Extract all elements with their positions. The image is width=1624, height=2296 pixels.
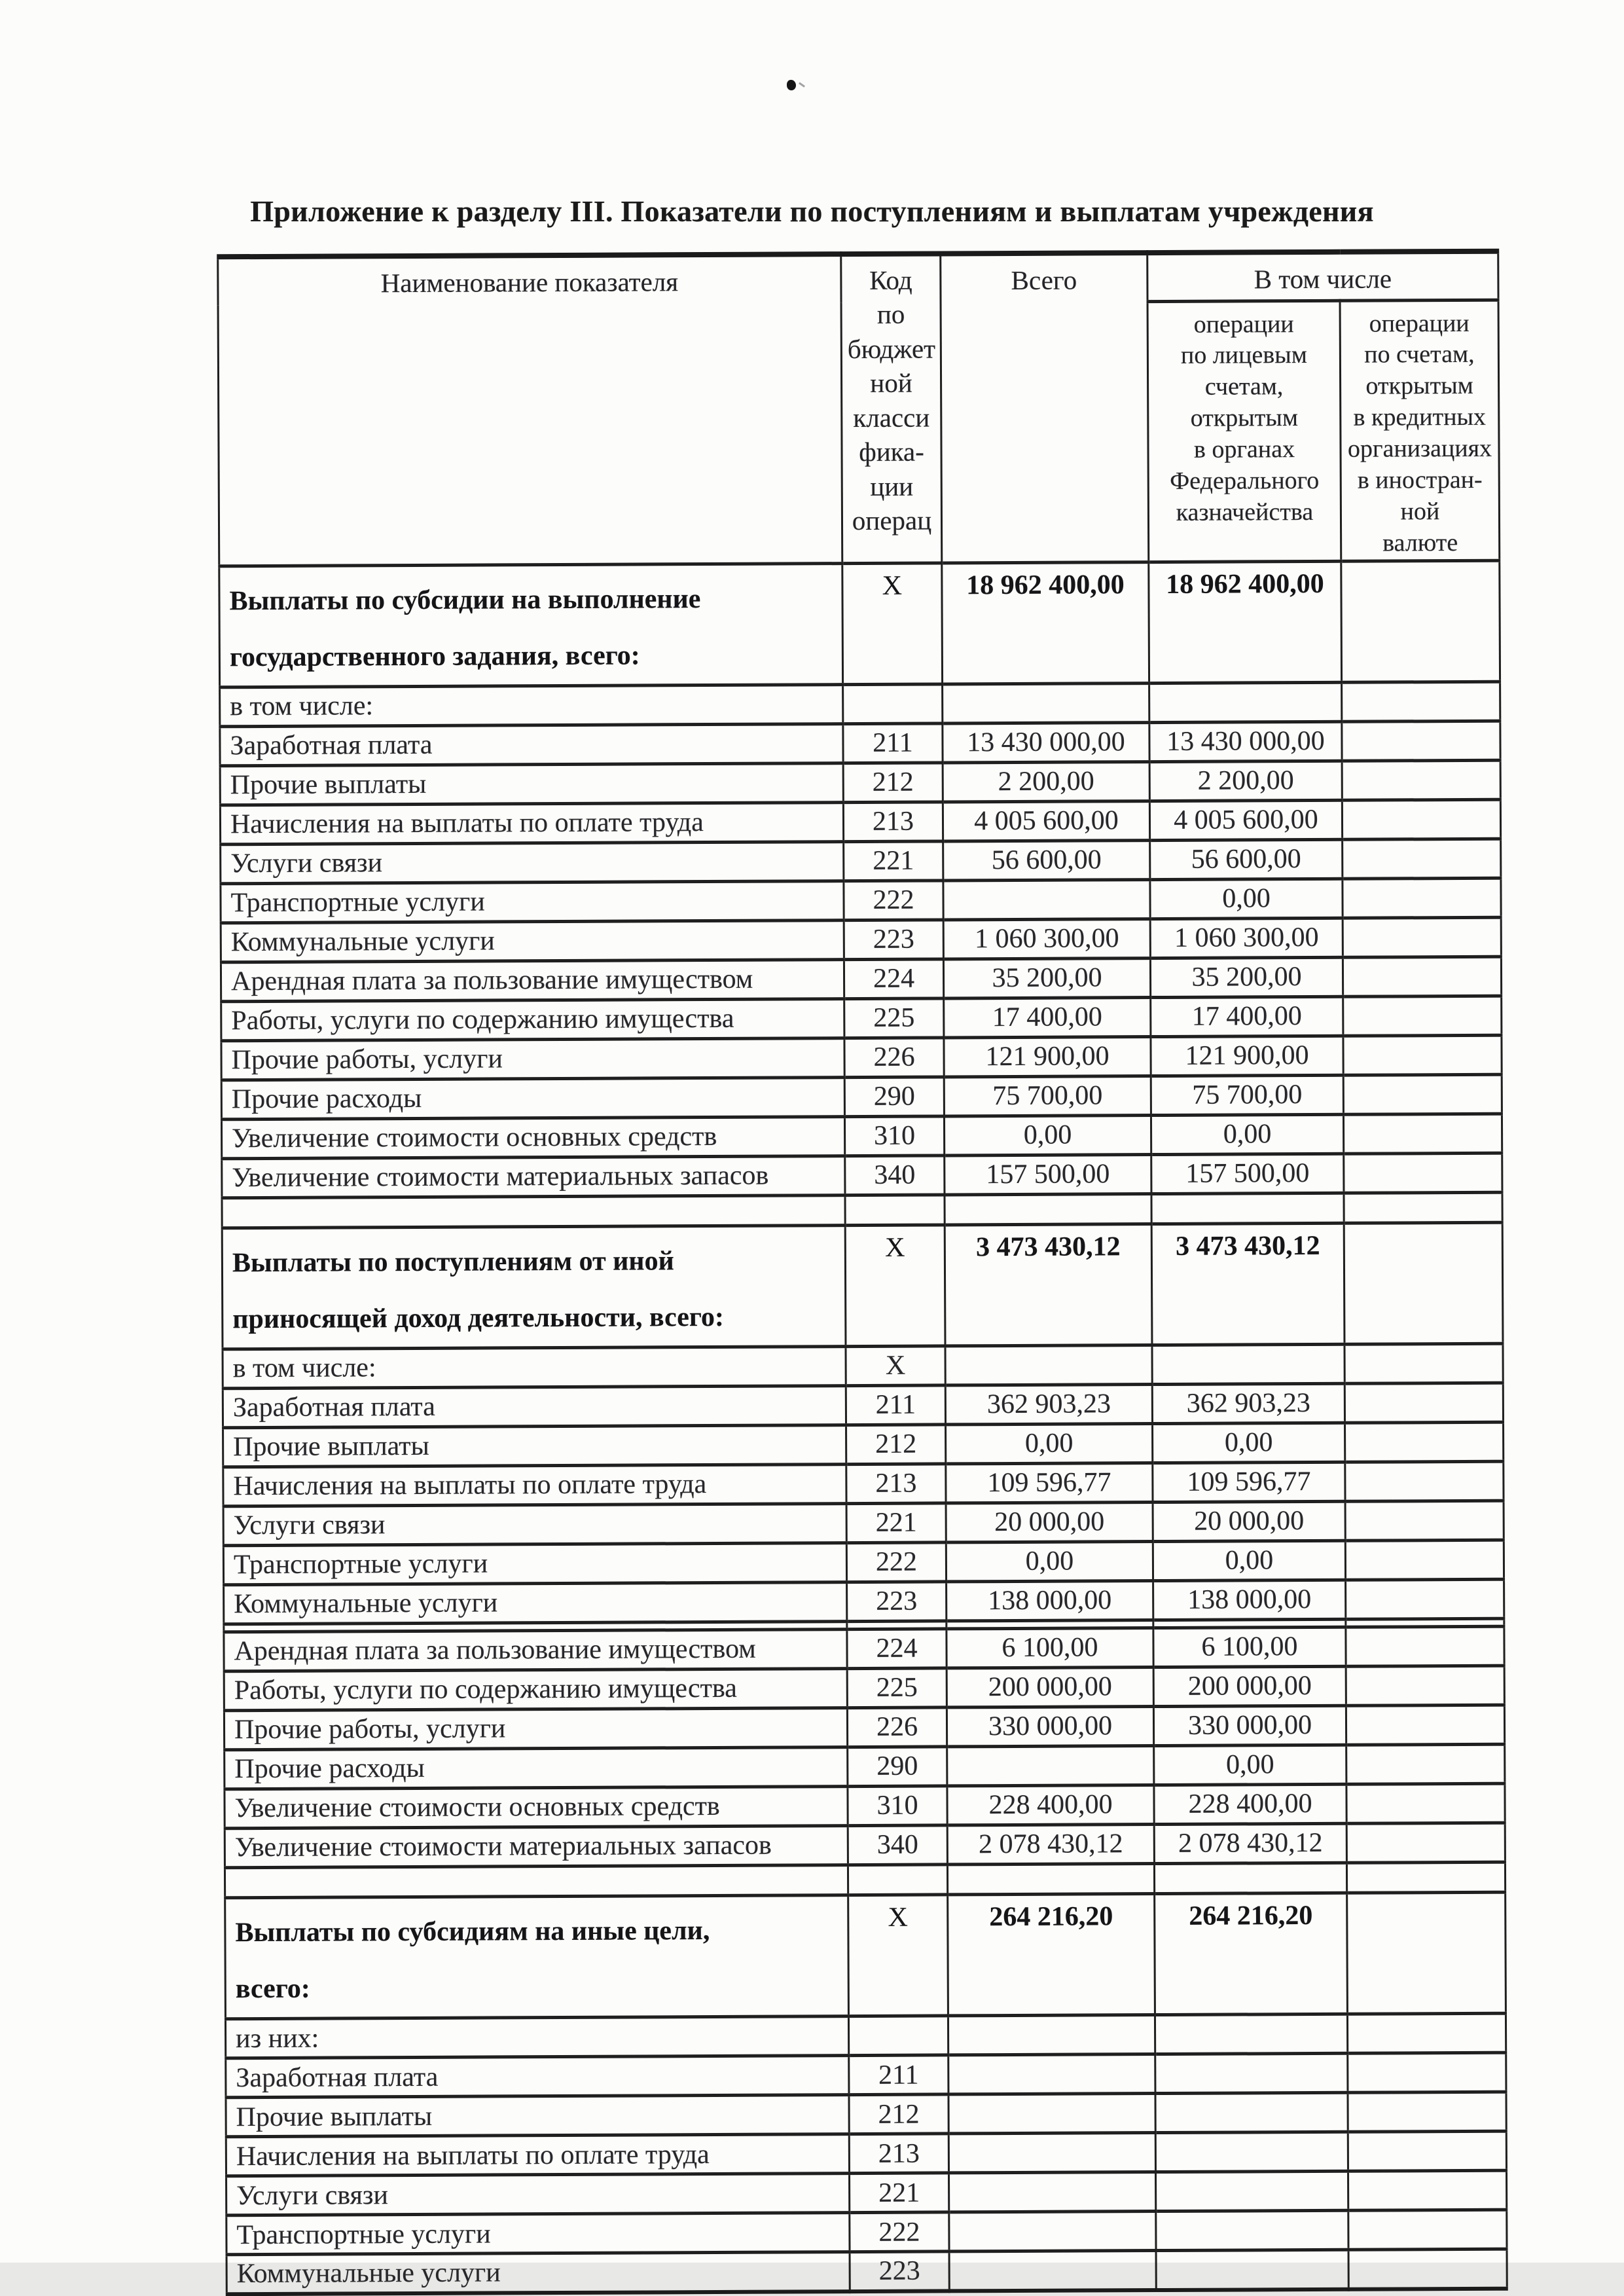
cell-treasury: 35 200,00 <box>1150 957 1343 997</box>
cell-foreign <box>1347 1892 1506 2014</box>
table-row <box>220 799 1500 845</box>
cell-foreign <box>1348 2170 1506 2210</box>
cell-treasury: 3 473 430,12 <box>1151 1223 1344 1345</box>
cell-name: Транспортные услуги <box>223 1542 846 1584</box>
table-row <box>223 1422 1504 1467</box>
cell-code: 224 <box>847 1629 947 1669</box>
cell-code: 211 <box>843 723 943 763</box>
cell-code: 340 <box>845 1156 945 1195</box>
cell-treasury: 330 000,00 <box>1153 1705 1346 1745</box>
cell-treasury: 75 700,00 <box>1151 1075 1343 1115</box>
cell-foreign <box>1342 799 1500 839</box>
cell-code: 225 <box>847 1668 947 1708</box>
cell-foreign <box>1343 1114 1502 1154</box>
cell-total: 2 200,00 <box>943 761 1149 801</box>
table-row <box>221 1074 1502 1120</box>
cell-foreign <box>1346 1626 1504 1666</box>
cell-name: Работы, услуги по содержанию имущества <box>224 1668 847 1710</box>
cell-treasury: 0,00 <box>1151 1114 1343 1154</box>
cell-code <box>848 2016 948 2056</box>
cell-treasury: 0,00 <box>1153 1540 1345 1580</box>
cell-name: Увеличение стоимости материальных запасов <box>222 1156 845 1197</box>
page-title: Приложение к разделу III. Показатели по поступлениям и выплатам учреждения <box>250 194 1374 228</box>
header-row-top <box>218 251 1498 306</box>
table-row <box>221 1035 1502 1080</box>
table-row <box>225 1783 1505 1829</box>
cell-total <box>945 1345 1152 1385</box>
cell-code: 222 <box>844 881 943 920</box>
cell-foreign <box>1346 1744 1505 1784</box>
cell-code: X <box>845 1225 945 1347</box>
cell-treasury <box>1149 682 1342 722</box>
cell-code: 221 <box>846 1503 946 1543</box>
cell-treasury <box>1156 2250 1348 2289</box>
table-row <box>222 1153 1502 1198</box>
cell-code: 212 <box>843 763 943 803</box>
cell-code: 226 <box>844 1038 944 1078</box>
cell-code: 290 <box>844 1077 944 1117</box>
table-row <box>225 1892 1506 2019</box>
cell-total <box>949 2172 1156 2212</box>
cell-total: 138 000,00 <box>947 1580 1153 1620</box>
cell-total <box>948 2133 1155 2173</box>
cell-treasury: 0,00 <box>1154 1745 1346 1785</box>
cell-foreign <box>1342 682 1500 721</box>
cell-name: Начисления на выплаты по оплате труда <box>220 802 843 844</box>
cell-foreign <box>1343 1074 1502 1114</box>
cell-foreign <box>1343 917 1501 957</box>
cell-name: Транспортные услуги <box>226 2213 850 2255</box>
table-row <box>224 1666 1504 1711</box>
cell-code: 223 <box>847 1582 947 1622</box>
table-row <box>220 682 1500 727</box>
cell-name: Увеличение стоимости материальных запасов <box>225 1825 848 1867</box>
cell-foreign <box>1348 2092 1506 2132</box>
cell-name: Коммунальные услуги <box>221 920 844 962</box>
cell-treasury: 157 500,00 <box>1151 1154 1344 1194</box>
cell-foreign <box>1341 560 1500 682</box>
cell-total: 18 962 400,00 <box>942 562 1149 684</box>
cell-name: Начисления на выплаты по оплате труда <box>223 1464 846 1506</box>
table-row <box>226 2170 1507 2215</box>
indicators-table <box>217 249 1508 2296</box>
cell-total <box>943 683 1149 723</box>
cell-foreign <box>1343 878 1501 918</box>
cell-total: 157 500,00 <box>945 1154 1151 1194</box>
cell-code: 221 <box>844 841 943 881</box>
cell-code: 310 <box>848 1786 947 1826</box>
cell-foreign <box>1344 1383 1503 1423</box>
cell-treasury: 18 962 400,00 <box>1149 561 1342 683</box>
cell-name: Начисления на выплаты по оплате труда <box>226 2134 849 2176</box>
cell-total: 4 005 600,00 <box>943 801 1149 841</box>
header-including: В том числе <box>1147 251 1498 301</box>
cell-code <box>845 1195 945 1226</box>
table-row <box>222 1222 1503 1349</box>
cell-total: 2 078 430,12 <box>947 1824 1154 1864</box>
table-row <box>221 878 1501 923</box>
cell-treasury: 200 000,00 <box>1153 1666 1346 1706</box>
table-row <box>219 560 1500 687</box>
cell-code: X <box>846 1346 945 1386</box>
table-row <box>221 957 1501 1002</box>
cell-name: Увеличение стоимости основных средств <box>221 1116 844 1158</box>
cell-code: 222 <box>846 1542 946 1582</box>
table-row <box>223 1540 1504 1585</box>
table-row <box>224 1579 1504 1624</box>
scan-artifact-dot <box>787 80 796 90</box>
cell-foreign <box>1343 957 1501 996</box>
table-row <box>225 2013 1506 2058</box>
cell-code: X <box>842 562 943 684</box>
table-row <box>221 1114 1502 1159</box>
cell-total: 362 903,23 <box>945 1384 1152 1424</box>
cell-code: 225 <box>844 998 944 1038</box>
cell-treasury: 2 078 430,12 <box>1154 1823 1346 1863</box>
cell-foreign <box>1346 1666 1504 1705</box>
cell-treasury: 362 903,23 <box>1152 1383 1344 1423</box>
cell-treasury: 20 000,00 <box>1153 1501 1345 1541</box>
cell-code: 221 <box>850 2173 949 2213</box>
cell-foreign <box>1348 2249 1507 2289</box>
table-row <box>221 839 1501 884</box>
cell-total <box>949 2251 1156 2291</box>
cell-code: X <box>848 1895 948 2016</box>
table-body <box>219 560 1507 2294</box>
cell-total <box>948 2054 1155 2094</box>
cell-foreign <box>1345 1461 1504 1501</box>
cell-name: Коммунальные услуги <box>224 1582 847 1624</box>
cell-total: 75 700,00 <box>944 1076 1151 1116</box>
cell-treasury: 109 596,77 <box>1153 1462 1345 1502</box>
cell-total: 121 900,00 <box>944 1036 1151 1076</box>
indicators-table-wrap <box>217 249 1506 2296</box>
cell-foreign <box>1345 1501 1504 1540</box>
cell-total: 0,00 <box>944 1115 1151 1155</box>
header-name: Наименование показателя <box>218 254 842 566</box>
table-row <box>220 760 1500 805</box>
cell-code: 212 <box>846 1425 946 1465</box>
cell-foreign <box>1344 1222 1503 1344</box>
table-row <box>221 996 1502 1041</box>
cell-treasury: 13 430 000,00 <box>1149 721 1342 761</box>
cell-name: Увеличение стоимости основных средств <box>225 1786 848 1828</box>
cell-name: Прочие работы, услуги <box>224 1707 847 1749</box>
cell-total <box>943 879 1150 919</box>
cell-foreign <box>1348 2052 1506 2092</box>
cell-foreign <box>1346 1618 1504 1627</box>
cell-treasury <box>1151 1193 1344 1224</box>
cell-treasury <box>1155 2132 1348 2172</box>
cell-foreign <box>1346 1783 1505 1823</box>
cell-total: 200 000,00 <box>947 1667 1153 1707</box>
cell-treasury: 17 400,00 <box>1151 996 1343 1036</box>
cell-total: 13 430 000,00 <box>943 722 1149 762</box>
header-total: Всего <box>941 253 1149 562</box>
cell-total: 330 000,00 <box>947 1706 1153 1746</box>
cell-name: Услуги связи <box>226 2174 850 2215</box>
cell-foreign <box>1342 721 1500 761</box>
cell-foreign <box>1344 1343 1503 1383</box>
cell-total <box>948 2015 1155 2055</box>
cell-name: Заработная плата <box>220 723 843 765</box>
cell-treasury: 138 000,00 <box>1153 1580 1346 1620</box>
cell-code <box>847 1621 947 1630</box>
cell-name: Коммунальные услуги <box>226 2252 850 2294</box>
cell-name: Заработная плата <box>223 1385 846 1427</box>
header-code: Код по бюджет ной класси фика- ции операц <box>841 253 942 563</box>
cell-foreign <box>1343 839 1501 879</box>
table-row <box>226 2092 1506 2137</box>
cell-total: 109 596,77 <box>946 1463 1153 1503</box>
table-row <box>226 2052 1506 2098</box>
table-row <box>224 1705 1504 1750</box>
cell-code: 213 <box>843 802 943 842</box>
cell-name: Арендная плата за пользование имуществом <box>221 959 844 1001</box>
cell-total: 0,00 <box>946 1541 1153 1581</box>
cell-name: Прочие расходы <box>225 1747 848 1789</box>
cell-foreign <box>1346 1862 1505 1893</box>
cell-treasury: 6 100,00 <box>1153 1627 1346 1667</box>
cell-total: 20 000,00 <box>946 1502 1153 1542</box>
cell-foreign <box>1344 1153 1502 1193</box>
cell-foreign <box>1348 2131 1506 2171</box>
cell-foreign <box>1346 1823 1505 1863</box>
cell-treasury: 228 400,00 <box>1154 1784 1346 1824</box>
cell-treasury: 121 900,00 <box>1151 1036 1343 1076</box>
cell-total: 1 060 300,00 <box>943 919 1150 958</box>
cell-name: в том числе: <box>223 1346 846 1388</box>
header-foreign-currency-accounts: операции по счетам, открытым в кредитных организациях в иностран-ной валюте <box>1340 300 1500 561</box>
table-row <box>223 1343 1503 1389</box>
cell-name: Работы, услуги по содержанию имущества <box>221 998 844 1040</box>
cell-foreign <box>1347 2013 1506 2053</box>
cell-total: 228 400,00 <box>947 1785 1154 1825</box>
cell-foreign <box>1345 1540 1504 1580</box>
cell-treasury <box>1155 2014 1347 2054</box>
cell-code: 224 <box>844 959 943 999</box>
cell-name: Прочие работы, услуги <box>221 1038 844 1080</box>
cell-total: 17 400,00 <box>944 997 1151 1037</box>
cell-foreign <box>1343 1035 1502 1075</box>
table-row <box>226 2249 1507 2294</box>
cell-treasury <box>1156 2210 1348 2250</box>
cell-name: Выплаты по субсидиям на иные цели, всего: <box>225 1895 849 2018</box>
cell-foreign <box>1348 2210 1507 2250</box>
cell-foreign <box>1343 996 1502 1036</box>
cell-code: 340 <box>848 1825 947 1865</box>
cell-treasury <box>1155 2092 1348 2132</box>
cell-name: из них: <box>225 2016 848 2058</box>
cell-code: 222 <box>850 2212 949 2252</box>
table-row <box>225 1823 1505 1868</box>
cell-treasury: 1 060 300,00 <box>1150 918 1343 958</box>
cell-treasury: 264 216,20 <box>1155 1893 1348 2014</box>
cell-name: Выплаты по субсидии на выполнение государственного задания, всего: <box>219 563 843 687</box>
cell-total: 264 216,20 <box>948 1893 1155 2016</box>
cell-code: 223 <box>844 920 943 960</box>
cell-treasury: 2 200,00 <box>1149 761 1342 801</box>
table-row <box>226 2210 1507 2255</box>
cell-code: 223 <box>850 2251 949 2291</box>
cell-code: 213 <box>849 2134 948 2174</box>
cell-foreign <box>1344 1192 1502 1223</box>
table-row <box>225 1744 1505 1789</box>
cell-name: Прочие выплаты <box>226 2095 849 2137</box>
cell-name: Прочие выплаты <box>220 763 843 805</box>
cell-foreign <box>1342 760 1500 800</box>
cell-name: Услуги связи <box>223 1503 846 1545</box>
cell-code: 211 <box>849 2055 948 2095</box>
header-treasury-accounts: операции по лицевым счетам, открытым в органах Федерального казначейства <box>1147 301 1341 562</box>
table-row <box>226 2131 1506 2176</box>
cell-treasury: 0,00 <box>1153 1423 1345 1463</box>
cell-treasury: 0,00 <box>1150 879 1343 919</box>
cell-name: Прочие выплаты <box>223 1425 846 1467</box>
cell-name <box>225 1865 848 1897</box>
cell-code: 290 <box>848 1747 947 1787</box>
cell-total <box>947 1863 1154 1894</box>
table-row <box>223 1461 1504 1506</box>
cell-total: 3 473 430,12 <box>945 1224 1152 1346</box>
table-row <box>220 721 1500 766</box>
cell-name: в том числе: <box>220 684 843 726</box>
cell-foreign <box>1346 1579 1504 1619</box>
cell-name: Арендная плата за пользование имуществом <box>224 1629 847 1671</box>
cell-name: Заработная плата <box>226 2056 849 2098</box>
cell-code: 212 <box>849 2094 948 2134</box>
cell-code: 213 <box>846 1464 946 1504</box>
table-row <box>223 1501 1504 1546</box>
table-row <box>223 1383 1503 1428</box>
cell-total <box>945 1194 1151 1224</box>
cell-treasury <box>1156 2171 1348 2211</box>
cell-name: Выплаты по поступлениям от иной приносящей доход деятельности, всего: <box>222 1225 846 1349</box>
cell-foreign <box>1345 1422 1504 1462</box>
cell-total: 56 600,00 <box>943 840 1150 880</box>
cell-total: 6 100,00 <box>947 1628 1153 1667</box>
cell-treasury <box>1152 1344 1344 1384</box>
cell-treasury: 4 005 600,00 <box>1149 800 1342 840</box>
cell-treasury: 56 600,00 <box>1150 839 1343 879</box>
scan-artifact-mark <box>799 82 805 87</box>
table-row <box>221 917 1501 962</box>
cell-treasury <box>1154 1863 1346 1893</box>
cell-code: 211 <box>846 1385 945 1425</box>
cell-total: 0,00 <box>946 1423 1153 1463</box>
cell-total: 35 200,00 <box>943 958 1150 998</box>
cell-code: 226 <box>847 1707 947 1747</box>
cell-name <box>222 1195 845 1228</box>
cell-name: Услуги связи <box>221 841 844 883</box>
cell-total <box>947 1745 1154 1785</box>
cell-code <box>843 684 943 724</box>
table-header <box>218 251 1500 566</box>
cell-total <box>948 2094 1155 2134</box>
cell-code <box>848 1865 947 1895</box>
cell-name: Прочие расходы <box>221 1077 844 1119</box>
cell-total <box>949 2212 1156 2251</box>
cell-name: Транспортные услуги <box>221 881 844 922</box>
cell-foreign <box>1346 1705 1504 1745</box>
cell-treasury <box>1155 2053 1348 2093</box>
cell-code: 310 <box>844 1116 944 1156</box>
table-row <box>224 1626 1504 1671</box>
